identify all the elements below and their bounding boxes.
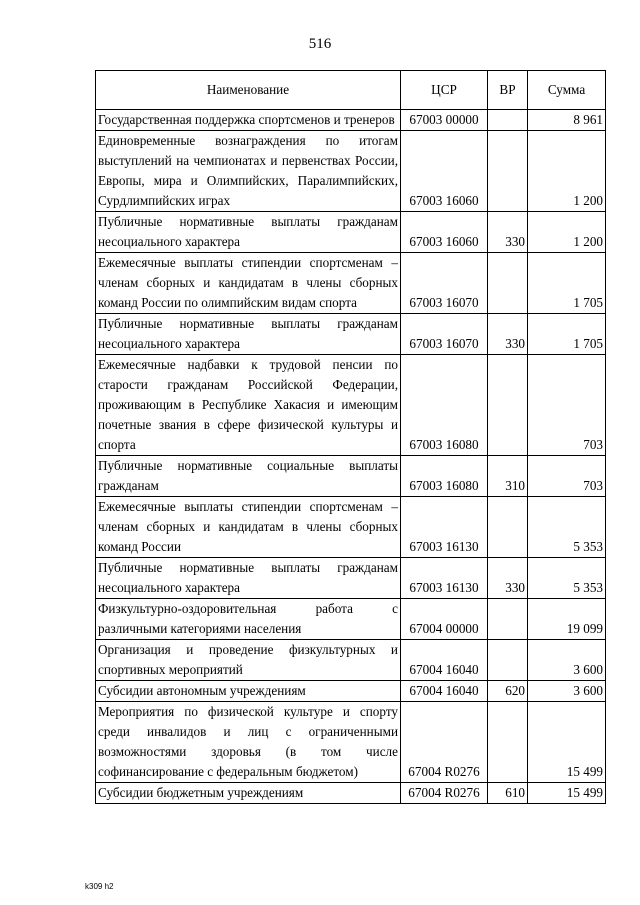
table-row [96, 640, 606, 681]
table-row [96, 681, 606, 702]
cell-name: Субсидии автономным учреждениям [96, 681, 401, 702]
cell-vr [488, 640, 528, 681]
cell-vr [488, 599, 528, 640]
cell-csr: 67004 R0276 [401, 783, 488, 804]
cell-sum: 15 499 [528, 783, 606, 804]
cell-name: Мероприятия по физической культуре и спорту среди инвалидов и лиц с ограниченными возможностями здоровья (в том числе софинансирование с федеральным бюджетом) [96, 702, 401, 783]
header-name: Наименование [96, 71, 401, 110]
cell-vr: 330 [488, 314, 528, 355]
cell-name: Ежемесячные надбавки к трудовой пенсии по старости гражданам Российской Федерации, проживающим в Республике Хакасия и имеющим почетные звания в сфере физической культуры и спорта [96, 355, 401, 456]
table-row [96, 599, 606, 640]
table-row [96, 314, 606, 355]
cell-vr [488, 702, 528, 783]
cell-csr: 67003 16080 [401, 355, 488, 456]
cell-sum: 703 [528, 355, 606, 456]
cell-sum: 5 353 [528, 558, 606, 599]
cell-csr: 67004 00000 [401, 599, 488, 640]
cell-sum: 5 353 [528, 497, 606, 558]
cell-vr [488, 253, 528, 314]
cell-name: Государственная поддержка спортсменов и тренеров [96, 110, 401, 131]
cell-sum: 3 600 [528, 640, 606, 681]
cell-vr [488, 131, 528, 212]
cell-vr: 610 [488, 783, 528, 804]
cell-sum: 1 705 [528, 314, 606, 355]
cell-sum: 1 200 [528, 131, 606, 212]
cell-name: Физкультурно-оздоровительная работа с различными категориями населения [96, 599, 401, 640]
cell-sum: 703 [528, 456, 606, 497]
cell-name: Публичные нормативные социальные выплаты гражданам [96, 456, 401, 497]
table-row [96, 783, 606, 804]
cell-vr: 330 [488, 212, 528, 253]
cell-name: Ежемесячные выплаты стипендии спортсменам – членам сборных и кандидатам в члены сборных команд России [96, 497, 401, 558]
table-row [96, 253, 606, 314]
cell-name: Публичные нормативные выплаты гражданам несоциального характера [96, 314, 401, 355]
cell-csr: 67003 16060 [401, 212, 488, 253]
cell-name: Ежемесячные выплаты стипендии спортсменам – членам сборных и кандидатам в члены сборных команд России по олимпийским видам спорта [96, 253, 401, 314]
cell-csr: 67004 16040 [401, 681, 488, 702]
cell-csr: 67003 16130 [401, 558, 488, 599]
table-row [96, 110, 606, 131]
cell-vr: 330 [488, 558, 528, 599]
table-row [96, 131, 606, 212]
header-vr: ВР [488, 71, 528, 110]
table-row [96, 497, 606, 558]
cell-csr: 67003 16060 [401, 131, 488, 212]
cell-csr: 67003 16080 [401, 456, 488, 497]
cell-vr: 620 [488, 681, 528, 702]
cell-csr: 67004 R0276 [401, 702, 488, 783]
header-sum: Сумма [528, 71, 606, 110]
cell-name: Субсидии бюджетным учреждениям [96, 783, 401, 804]
table-body [96, 110, 606, 804]
cell-csr: 67003 16130 [401, 497, 488, 558]
cell-csr: 67003 16070 [401, 253, 488, 314]
cell-name: Публичные нормативные выплаты гражданам несоциального характера [96, 558, 401, 599]
cell-sum: 3 600 [528, 681, 606, 702]
cell-csr: 67003 16070 [401, 314, 488, 355]
cell-vr [488, 355, 528, 456]
table-row [96, 355, 606, 456]
cell-sum: 1 200 [528, 212, 606, 253]
table-row [96, 456, 606, 497]
cell-sum: 8 961 [528, 110, 606, 131]
table-header-row [96, 71, 606, 110]
page-number: 516 [308, 36, 332, 52]
budget-table [95, 70, 606, 804]
cell-vr [488, 110, 528, 131]
cell-sum: 15 499 [528, 702, 606, 783]
cell-sum: 19 099 [528, 599, 606, 640]
cell-csr: 67004 16040 [401, 640, 488, 681]
cell-csr: 67003 00000 [401, 110, 488, 131]
footer-code: k309 h2 [85, 882, 114, 891]
cell-name: Публичные нормативные выплаты гражданам несоциального характера [96, 212, 401, 253]
cell-vr: 310 [488, 456, 528, 497]
table-row [96, 558, 606, 599]
table-row [96, 702, 606, 783]
cell-name: Организация и проведение физкультурных и спортивных мероприятий [96, 640, 401, 681]
cell-vr [488, 497, 528, 558]
table-row [96, 212, 606, 253]
cell-sum: 1 705 [528, 253, 606, 314]
cell-name: Единовременные вознаграждения по итогам выступлений на чемпионатах и первенствах России, Европы, мира и Олимпийских, Паралимпийских, Сурдлимпийских играх [96, 131, 401, 212]
header-csr: ЦСР [401, 71, 488, 110]
